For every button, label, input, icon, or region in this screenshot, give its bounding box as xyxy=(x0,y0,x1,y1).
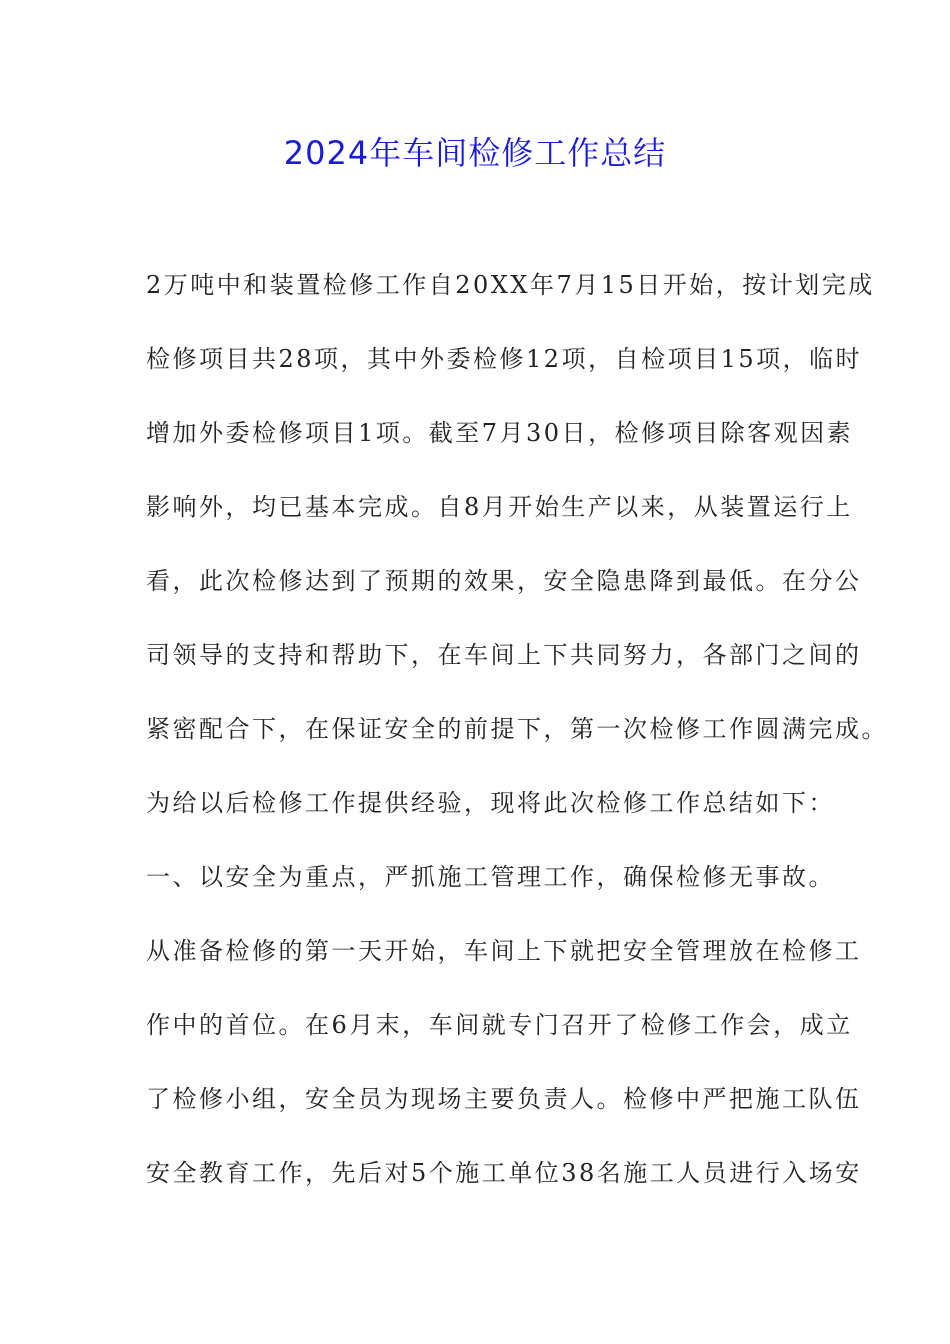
body-line: 为给以后检修工作提供经验，现将此次检修工作总结如下： xyxy=(146,789,835,817)
body-line: 看，此次检修达到了预期的效果，安全隐患降到最低。在分公 xyxy=(146,567,862,595)
section-heading: 一、以安全为重点，严抓施工管理工作，确保检修无事故。 xyxy=(146,863,835,891)
body-line: 检修项目共28项，其中外委检修12项，自检项目15项，临时 xyxy=(146,345,863,373)
body-line: 增加外委检修项目1项。截至7月30日，检修项目除客观因素 xyxy=(146,419,854,447)
body-line: 安全教育工作，先后对5个施工单位38名施工人员进行入场安 xyxy=(146,1159,862,1187)
body-line: 从准备检修的第一天开始，车间上下就把安全管理放在检修工 xyxy=(146,937,862,965)
body-line: 2万吨中和装置检修工作自20XX年7月15日开始，按计划完成 xyxy=(146,271,875,299)
body-line: 司领导的支持和帮助下，在车间上下共同努力，各部门之间的 xyxy=(146,641,862,669)
body-line: 影响外，均已基本完成。自8月开始生产以来，从装置运行上 xyxy=(146,493,853,521)
document-title: 2024年车间检修工作总结 xyxy=(283,134,667,172)
body-line: 了检修小组，安全员为现场主要负责人。检修中严把施工队伍 xyxy=(146,1085,862,1113)
body-line: 作中的首位。在6月末，车间就专门召开了检修工作会，成立 xyxy=(146,1011,853,1039)
body-line: 紧密配合下，在保证安全的前提下，第一次检修工作圆满完成。 xyxy=(146,715,888,743)
